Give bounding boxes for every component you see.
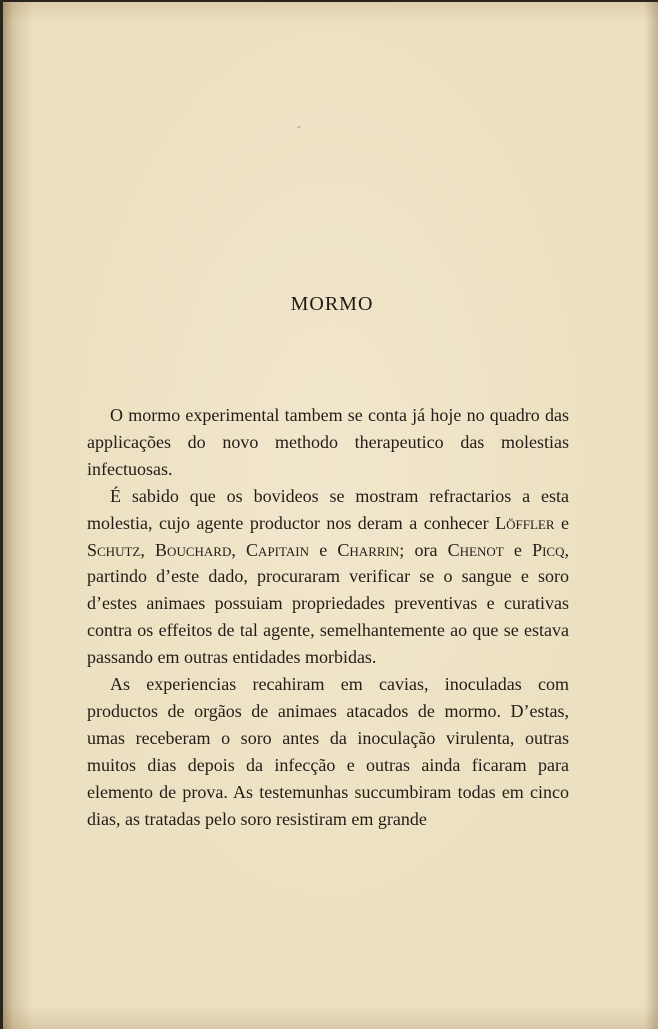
text-run: As experiencias recahiram em cavias, inoculadas com productos de orgãos de animaes atacados de mormo. D’estas, umas receberam o soro antes da inoculação virulenta, outras muitos dias depois da infecção e outras ainda ficaram para elemento de prova. As testemunhas succumbiram todas em cinco dias, as tratadas pelo soro resistiram em grande: [87, 674, 569, 829]
author-name: Picq: [532, 539, 565, 560]
paragraph: [87, 671, 569, 832]
body-text: [87, 402, 569, 833]
text-run: , partindo d’este dado, procuraram verificar se o sangue e soro d’estes animaes possuiam propriedades preventivas e curativas contra os effeitos de tal agente, semelhantemente ao que se estava passando em outras entidades morbidas.: [87, 539, 569, 668]
paragraph: [87, 483, 569, 671]
text-run: ,: [140, 539, 156, 560]
text-run: e: [503, 539, 533, 560]
text-run: ,: [231, 539, 247, 560]
author-name: Charrin: [337, 539, 400, 560]
author-name: Capitain: [246, 539, 310, 560]
ink-speck: -: [297, 122, 301, 133]
text-run: ; ora: [399, 539, 448, 560]
author-name: Schutz: [87, 539, 141, 560]
text-run: É sabido que os bovideos se mostram refractarios a esta molestia, cujo agente productor nos deram a conhecer: [87, 485, 569, 533]
paragraph: [87, 402, 569, 483]
author-name: Bouchard: [155, 539, 232, 560]
page-title: MORMO: [290, 293, 374, 315]
author-name: Löffler: [495, 512, 555, 533]
author-name: Chenot: [447, 539, 504, 560]
text-run: O mormo experimental tambem se conta já hoje no quadro das applicações do novo methodo therapeutico das molestias infectuosas.: [87, 405, 569, 479]
text-run: e: [309, 539, 338, 560]
text-run: e: [554, 512, 569, 533]
